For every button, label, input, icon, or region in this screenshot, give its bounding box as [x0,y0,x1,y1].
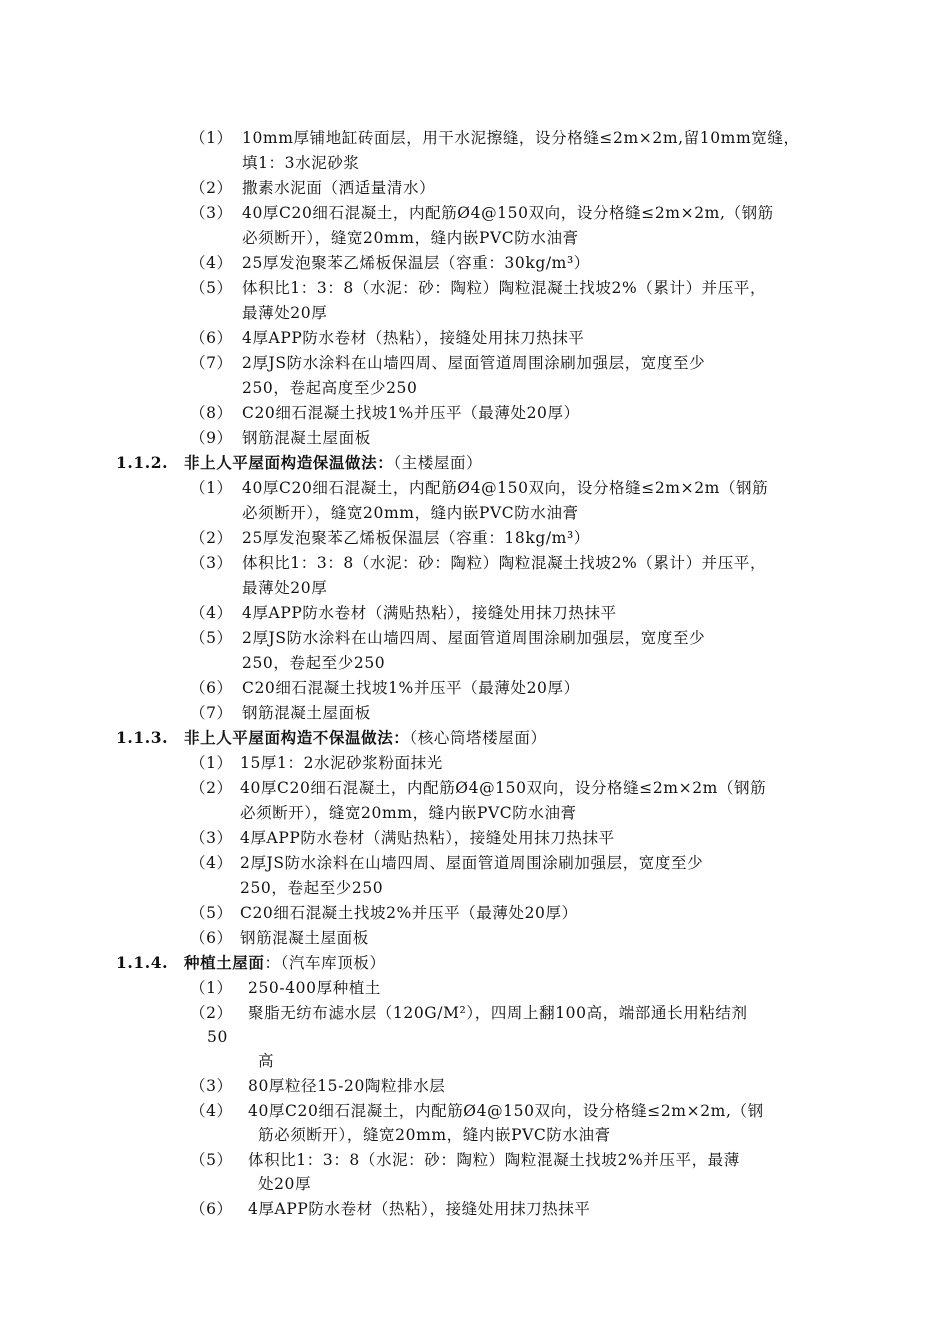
item-text: 4厚APP防水卷材（满贴热粘），接缝处用抹刀热抹平 [242,604,617,622]
list-item [190,202,774,224]
item-text: 4厚APP防水卷材（热粘），接缝处用抹刀热抹平 [242,329,585,347]
item-text-continued: 必须断开），缝宽20mm，缝内嵌PVC防水油膏 [242,504,579,522]
item-text: 40厚C20细石混凝土，内配筋Ø4@150双向，设分格缝≤2m×2m（钢筋 [242,479,769,497]
item-text: 80厚粒径15-20陶粒排水层 [248,1077,446,1095]
list-item [190,427,371,449]
item-number: （1） [190,479,233,497]
item-text-continued: 必须断开），缝宽20mm，缝内嵌PVC防水油膏 [240,804,577,822]
item-text: 钢筋混凝土屋面板 [240,929,369,947]
item-text-continued: 填1：3水泥砂浆 [242,154,360,172]
item-text-continued: 筋必须断开），缝宽20mm，缝内嵌PVC防水油膏 [258,1126,611,1144]
item-text: 25厚发泡聚苯乙烯板保温层（容重：18kg/m³） [242,529,590,547]
item-number: （7） [190,354,233,372]
item-number: （2） [190,779,233,797]
item-text: 40厚C20细石混凝土，内配筋Ø4@150双向，设分格缝≤2m×2m,（钢筋 [242,204,774,222]
item-text-continued: 250，卷起至少250 [242,654,386,672]
item-text: 10mm厚铺地缸砖面层，用干水泥擦缝，设分格缝≤2m×2m,留10mm宽缝， [242,129,800,147]
item-text-continued: 250，卷起高度至少250 [242,379,418,397]
item-number: （6） [190,329,233,347]
list-item [190,402,580,424]
item-number: （2） [190,179,233,197]
item-number: （3） [190,1077,233,1095]
item-number: （2） [190,529,233,547]
item-text: 体积比1：3：8（水泥：砂：陶粒）陶粒混凝土找坡2%并压平，最薄 [248,1151,740,1169]
item-text: 2厚JS防水涂料在山墙四周、屋面管道周围涂刷加强层，宽度至少 [240,854,704,872]
item-text: 2厚JS防水涂料在山墙四周、屋面管道周围涂刷加强层，宽度至少 [242,629,706,647]
list-item [190,277,766,299]
list-item [190,977,381,999]
item-text: 钢筋混凝土屋面板 [242,429,371,447]
list-item [190,827,615,849]
item-text-continued: 必须断开），缝宽20mm，缝内嵌PVC防水油膏 [242,229,579,247]
item-text: 聚脂无纺布滤水层（120G/M²），四周上翻100高，端部通长用粘结剂 [248,1004,748,1022]
list-item [190,127,800,149]
item-number: （1） [190,979,233,997]
section-number: 1.1.3. [116,728,169,747]
item-text: 250-400厚种植土 [248,979,382,997]
item-number: （5） [190,1151,233,1169]
section-number: 1.1.2. [116,453,169,472]
item-text-continued: 最薄处20厚 [242,579,328,597]
item-text: 25厚发泡聚苯乙烯板保温层（容重：30kg/m³） [242,254,590,272]
item-text: C20细石混凝土找坡1%并压平（最薄处20厚） [242,679,580,697]
item-text-continued: 处20厚 [258,1175,312,1193]
item-number: （5） [190,904,233,922]
item-text: C20细石混凝土找坡2%并压平（最薄处20厚） [240,904,578,922]
section-heading [116,452,482,474]
item-text: C20细石混凝土找坡1%并压平（最薄处20厚） [242,404,580,422]
item-text-continued: 高 [258,1052,275,1070]
list-item [190,177,435,199]
item-number: （1） [190,129,233,147]
list-item [190,602,617,624]
list-item [190,1149,740,1171]
item-number: （4） [190,854,233,872]
list-item [190,527,590,549]
item-number: （4） [190,1102,233,1120]
list-item [190,1002,748,1024]
item-text-continued: 最薄处20厚 [242,304,328,322]
item-number: （1） [190,754,233,772]
section-title: 种植土屋面 [184,953,265,972]
item-text: 体积比1：3：8（水泥：砂：陶粒）陶粒混凝土找坡2%（累计）并压平， [242,554,767,572]
item-text: 钢筋混凝土屋面板 [242,704,371,722]
item-text: 撒素水泥面（洒适量清水） [242,179,436,197]
list-item [190,327,584,349]
list-item [190,352,705,374]
list-item [190,702,371,724]
list-item [190,1198,590,1220]
item-number: （5） [190,279,233,297]
item-text-continued: 50 [207,1028,228,1046]
list-item [190,477,768,499]
item-number: （4） [190,254,233,272]
item-number: （6） [190,1200,233,1218]
list-item [190,852,703,874]
item-text: 体积比1：3：8（水泥：砂：陶粒）陶粒混凝土找坡2%（累计）并压平， [242,279,767,297]
item-text: 4厚APP防水卷材（满贴热粘），接缝处用抹刀热抹平 [240,829,615,847]
item-text: 40厚C20细石混凝土，内配筋Ø4@150双向，设分格缝≤2m×2m,（钢 [248,1102,764,1120]
item-number: （2） [190,1004,233,1022]
section-heading [116,952,386,974]
section-title: 非上人平屋面构造保温做法： [184,453,394,472]
section-title: 非上人平屋面构造不保温做法： [184,728,410,747]
item-number: （7） [190,704,233,722]
item-number: （6） [190,929,233,947]
item-number: （9） [190,429,233,447]
section-number: 1.1.4. [116,953,169,972]
list-item [190,927,369,949]
list-item [190,1075,445,1097]
item-text: 2厚JS防水涂料在山墙四周、屋面管道周围涂刷加强层，宽度至少 [242,354,706,372]
item-number: （8） [190,404,233,422]
item-number: （3） [190,554,233,572]
item-text: 15厚1：2水泥砂浆粉面抹光 [240,754,443,772]
section-heading [116,727,547,749]
item-text: 4厚APP防水卷材（热粘），接缝处用抹刀热抹平 [248,1200,591,1218]
item-number: （6） [190,679,233,697]
list-item [190,1100,764,1122]
list-item [190,252,590,274]
item-number: （3） [190,204,233,222]
section-note: ：（汽车库顶板） [264,954,386,972]
list-item [190,902,578,924]
section-note: （主楼屋面） [393,454,483,472]
item-number: （4） [190,604,233,622]
list-item [190,677,580,699]
item-text-continued: 250，卷起至少250 [240,879,384,897]
section-note: （核心筒塔楼屋面） [409,729,547,747]
list-item [190,777,766,799]
list-item [190,552,766,574]
list-item [190,752,443,774]
item-number: （5） [190,629,233,647]
item-text: 40厚C20细石混凝土，内配筋Ø4@150双向，设分格缝≤2m×2m（钢筋 [240,779,767,797]
item-number: （3） [190,829,233,847]
list-item [190,627,705,649]
